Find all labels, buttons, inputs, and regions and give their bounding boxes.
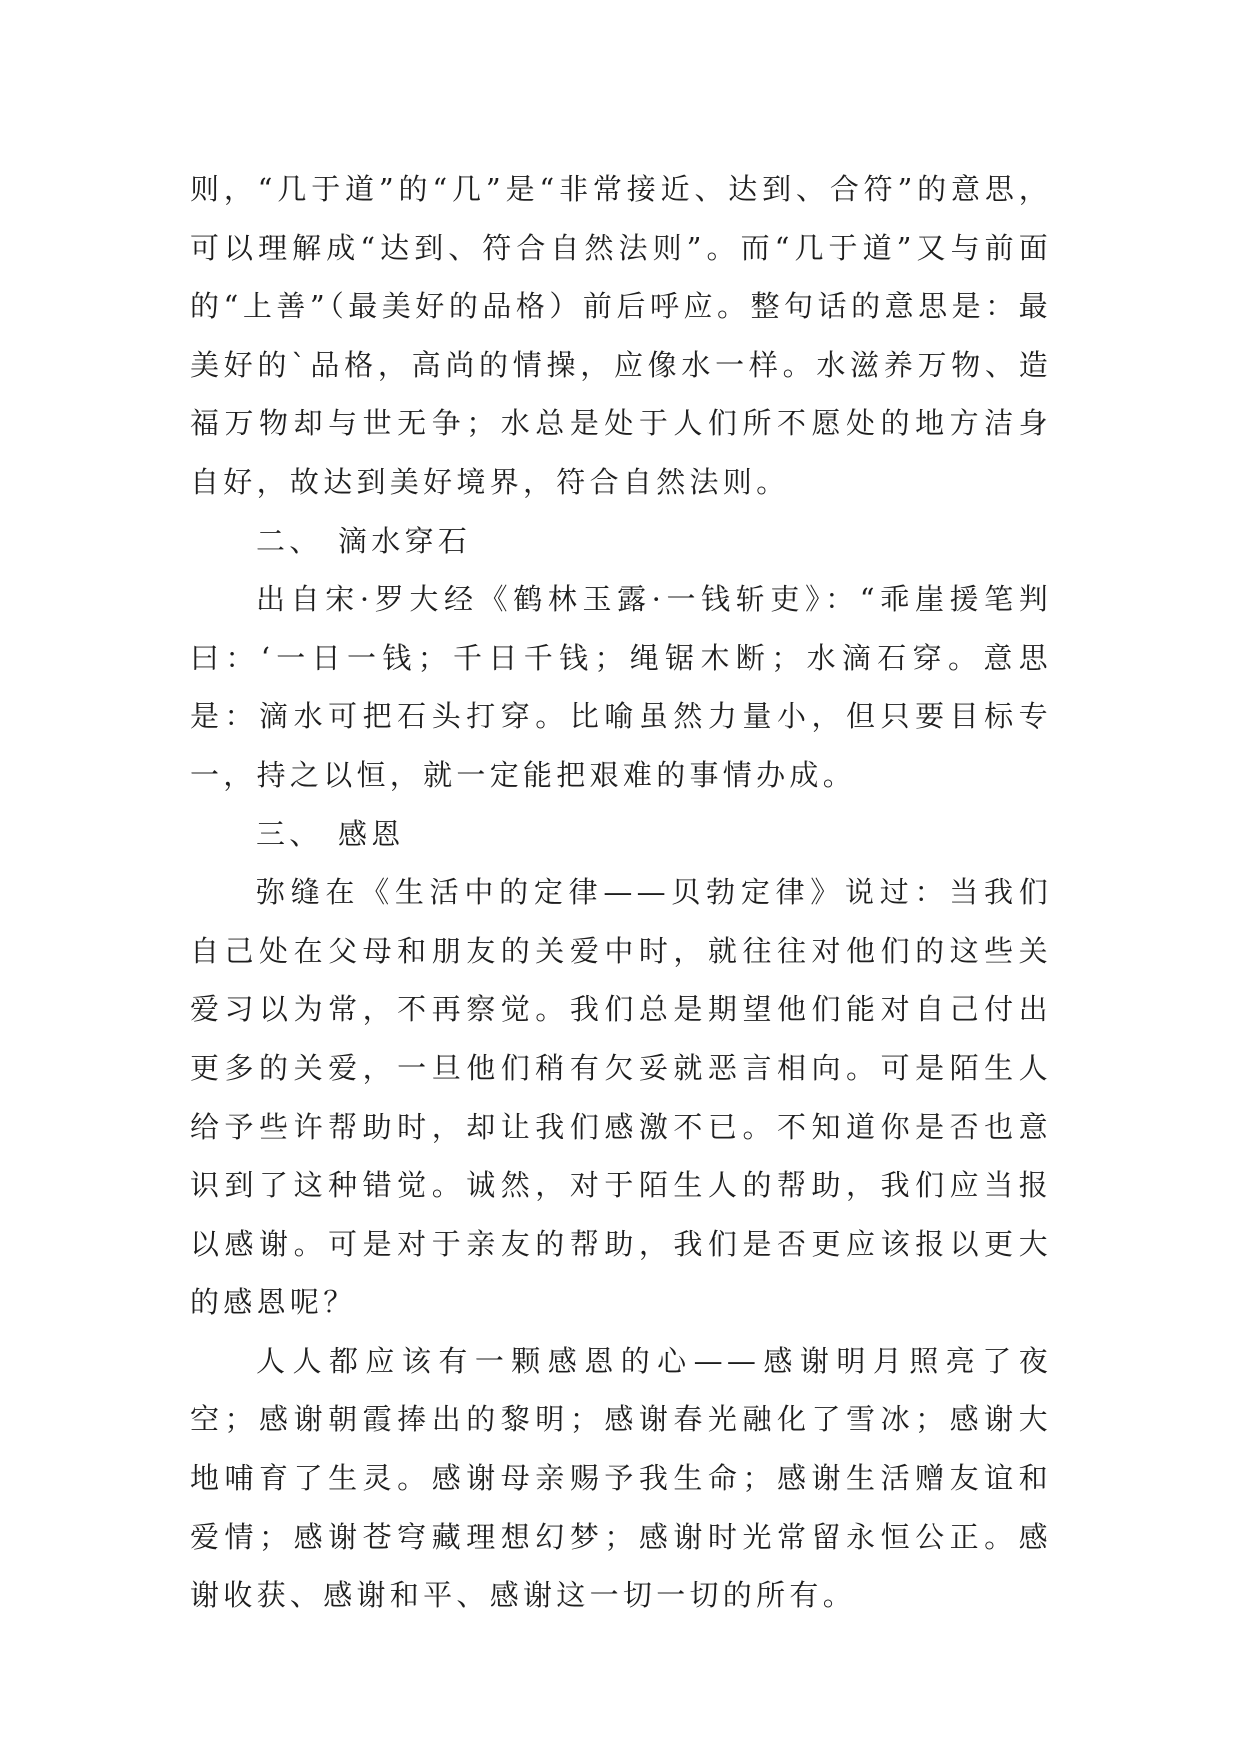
document-body [190, 160, 1052, 1625]
section-heading-drops-wear-stone [190, 512, 1052, 571]
paragraph-drops-wear-stone: 出自宋·罗大经《鹤林玉露·一钱斩吏》：“乖崖援笔判曰：‘一日一钱；千日千钱；绳锯木断；水滴石穿。意思是：滴水可把石头打穿。比喻虽然力量小，但只要目标专一，持之以恒，就一定能把艰难的事情办成。 [190, 582, 1052, 792]
paragraph-water-meaning: 则，“几于道”的“几”是“非常接近、达到、合符”的意思，可以理解成“达到、符合自然法则”。而“几于道”又与前面的“上善”（最美好的品格）前后呼应。整句话的意思是：最美好的`品格，高尚的情操，应像水一样。水滋养万物、造福万物却与世无争；水总是处于人们所不愿处的地方洁身自好，故达到美好境界，符合自然法则。 [190, 172, 1052, 499]
paragraph-bebe-law: 弥缝在《生活中的定律——贝勃定律》说过：当我们自己处在父母和朋友的关爱中时，就往往对他们的这些关爱习以为常，不再察觉。我们总是期望他们能对自己付出更多的关爱，一旦他们稍有欠妥就恶言相向。可是陌生人给予些许帮助时，却让我们感激不已。不知道你是否也意识到了这种错觉。诚然，对于陌生人的帮助，我们应当报以感谢。可是对于亲友的帮助，我们是否更应该报以更大的感恩呢？ [190, 875, 1052, 1320]
section-heading-gratitude [190, 805, 1052, 864]
section-title: 滴水穿石 [338, 523, 472, 558]
section-number: 二、 [256, 523, 323, 558]
section-title: 感恩 [338, 816, 405, 851]
paragraph-grateful-heart: 人人都应该有一颗感恩的心——感谢明月照亮了夜空；感谢朝霞捧出的黎明；感谢春光融化了雪冰；感谢大地哺育了生灵。感谢母亲赐予我生命；感谢生活赠友谊和爱情；感谢苍穹藏理想幻梦；感谢时光常留永恒公正。感谢收获、感谢和平、感谢这一切一切的所有。 [190, 1343, 1052, 1613]
section-number: 三、 [256, 816, 323, 851]
